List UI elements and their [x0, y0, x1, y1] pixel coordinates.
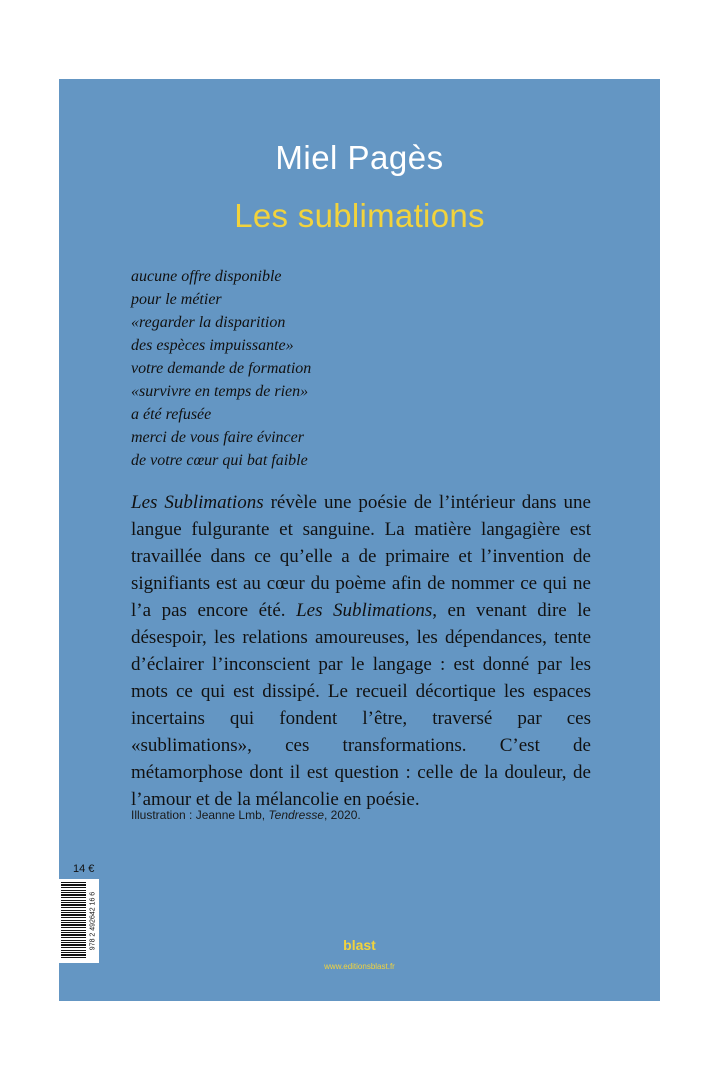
blurb-text: révèle une poésie de l’intérieur dans une langue fulgurante et sanguine. La matière langagière est travaillée dans ce qu’elle a de primaire et l’invention de signifiants est au cœur du poème afin de nommer ce qui ne l’a pas encore été. — [131, 492, 591, 621]
poem-line: aucune offre disponible — [131, 268, 282, 285]
poem-line: merci de vous faire évincer — [131, 429, 304, 446]
isbn-number: 978 2 492642 16 6 — [89, 891, 97, 951]
poem-line: «regarder la disparition — [131, 314, 286, 331]
book-description — [131, 489, 591, 813]
author-name: Miel Pagès — [275, 139, 444, 176]
poem-line: pour le métier — [131, 291, 222, 308]
credit-prefix: Illustration : Jeanne Lmb, — [131, 808, 269, 822]
poem-line: a été refusée — [131, 406, 212, 423]
poem-line: des espèces impuissante» — [131, 337, 294, 354]
poem-line: «survivre en temps de rien» — [131, 383, 309, 400]
publisher-website: www.editionsblast.fr — [324, 962, 395, 971]
book-title: Les sublimations — [234, 197, 485, 234]
poem-line: votre demande de formation — [131, 360, 312, 377]
price-label: 14 € — [73, 863, 95, 875]
credit-work-title: Tendresse — [268, 808, 325, 822]
blurb-italic-title: Les Sublimations — [131, 492, 264, 513]
book-back-cover — [59, 79, 660, 1001]
poem-line: de votre cœur qui bat faible — [131, 452, 308, 469]
credit-suffix: , 2020. — [324, 808, 361, 822]
poem-excerpt — [131, 265, 311, 472]
illustration-credit — [131, 808, 361, 822]
blurb-text: , en venant dire le désespoir, les relations amoureuses, les dépendances, tente d’éclairer l’inconscient par le langage : est donné par les mots ce qui est dissipé. Le recueil décortique les espaces incertains qui fondent l’être, traversé par ces «sublimations», ces transformations. C’est de métamorphose dont il est question : celle de la douleur, de l’amour et de la mélancolie en poésie. — [131, 600, 591, 810]
blurb-italic-title: Les Sublimations — [296, 600, 433, 621]
publisher-logo: blast — [343, 937, 376, 953]
